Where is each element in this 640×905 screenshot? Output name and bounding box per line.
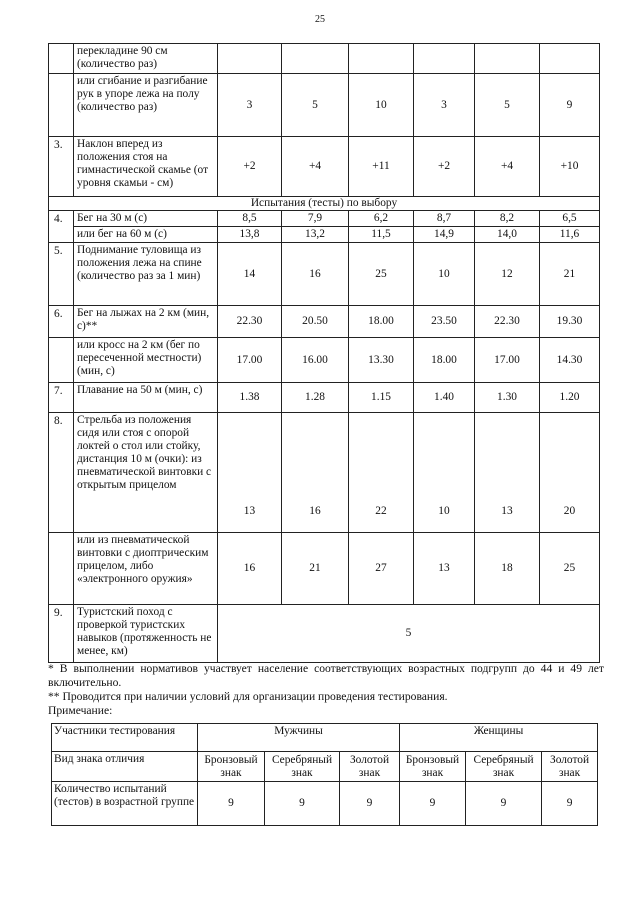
table-row: 8. Стрельба из положения сидя или стоя с опорой локтей о стол или стойку, дистанция 10 м (очки): из пневматической винтовки с открытым прицелом 13 16 22 10 13 20: [49, 413, 600, 533]
table-row: или из пневматической винтовки с диоптрическим прицелом, либо «электронного оружия» 16 21 27 13 18 25: [49, 533, 600, 605]
table-row: [52, 724, 598, 752]
row-number: 9.: [49, 605, 74, 663]
gold-men-value: 10: [349, 74, 414, 137]
gold-women-header: Золотой знак: [542, 752, 598, 782]
silver-men-header: Серебряный знак: [265, 752, 340, 782]
row-number: 3.: [49, 137, 74, 197]
table-row: [49, 44, 600, 74]
table-row: [52, 752, 598, 782]
row-name: или бег на 60 м (с): [74, 227, 218, 243]
hike-distance-value: 5: [218, 605, 600, 663]
table-row: 5. Поднимание туловища из положения лежа на спине (количество раз за 1 мин) 14 16 25 10 12 21: [49, 243, 600, 306]
row-name: перекладине 90 см (количество раз): [74, 44, 218, 74]
row-name: Бег на 30 м (с): [74, 211, 218, 227]
row-number: 8.: [49, 413, 74, 533]
participants-label: Участники тестирования: [52, 724, 198, 752]
norms-table: [48, 43, 600, 663]
count-label: Количество испытаний (тестов) в возрастной группе: [52, 782, 198, 826]
row-name: Бег на лыжах на 2 км (мин, с)**: [74, 306, 218, 338]
silver-men-value: 5: [282, 74, 349, 137]
footnote-2: ** Проводится при наличии условий для организации проведения тестирования.: [48, 690, 448, 703]
table-row: 7. Плавание на 50 м (мин, с) 1.38 1.28 1.15 1.40 1.30 1.20: [49, 383, 600, 413]
footnote-1: * В выполнении нормативов участвует население соответствующих возрастных подгрупп до 44 и 49 лет включительно.: [48, 662, 604, 689]
badge-type-label: Вид знака отличия: [52, 752, 198, 782]
table-row: Количество испытаний (тестов) в возрастной группе 9 9 9 9 9 9: [52, 782, 598, 826]
note-table: [51, 723, 598, 826]
row-name: Наклон вперед из положения стоя на гимнастической скамье (от уровня скамьи - см): [74, 137, 218, 197]
footnotes: [48, 662, 604, 718]
women-header: Женщины: [400, 724, 598, 752]
table-row: или бег на 60 м (с) 13,8 13,2 11,5 14,9 14,0 11,6: [49, 227, 600, 243]
table-row: 6. Бег на лыжах на 2 км (мин, с)** 22.30 20.50 18.00 23.50 22.30 19.30: [49, 306, 600, 338]
table-row: 4. Бег на 30 м (с) 8,5 7,9 6,2 8,7 8,2 6,5: [49, 211, 600, 227]
silver-women-header: Серебряный знак: [466, 752, 542, 782]
men-header: Мужчины: [198, 724, 400, 752]
row-name: Плавание на 50 м (мин, с): [74, 383, 218, 413]
note-title: Примечание:: [48, 704, 113, 717]
row-number: 4.: [49, 211, 74, 243]
table-row: [49, 605, 600, 663]
table-row: или кросс на 2 км (бег по пересеченной местности) (мин, с) 17.00 16.00 13.30 18.00 17.00 14.30: [49, 338, 600, 383]
row-number: 5.: [49, 243, 74, 306]
bronze-men-value: 3: [218, 74, 282, 137]
table-row: [49, 74, 600, 137]
silver-women-value: 5: [475, 74, 540, 137]
gold-men-header: Золотой знак: [340, 752, 400, 782]
table-row: 3. Наклон вперед из положения стоя на гимнастической скамье (от уровня скамьи - см) +2 +4 +11 +2 +4 +10: [49, 137, 600, 197]
row-name: Поднимание туловища из положения лежа на спине (количество раз за 1 мин): [74, 243, 218, 306]
row-name: или из пневматической винтовки с диоптрическим прицелом, либо «электронного оружия»: [74, 533, 218, 605]
bronze-women-header: Бронзовый знак: [400, 752, 466, 782]
section-header-row: [49, 197, 600, 211]
page-number: 25: [315, 14, 325, 25]
bronze-women-value: 3: [414, 74, 475, 137]
row-name: или кросс на 2 км (бег по пересеченной местности) (мин, с): [74, 338, 218, 383]
row-number: 6.: [49, 306, 74, 338]
row-name: Стрельба из положения сидя или стоя с опорой локтей о стол или стойку, дистанция 10 м (очки): из пневматической винтовки с открытым прицелом: [74, 413, 218, 533]
row-number: 7.: [49, 383, 74, 413]
row-name: Туристский поход с проверкой туристских навыков (протяженность не менее, км): [74, 605, 218, 663]
bronze-men-header: Бронзовый знак: [198, 752, 265, 782]
section-title: Испытания (тесты) по выбору: [49, 197, 600, 211]
row-name: или сгибание и разгибание рук в упоре лежа на полу (количество раз): [74, 74, 218, 137]
gold-women-value: 9: [540, 74, 600, 137]
